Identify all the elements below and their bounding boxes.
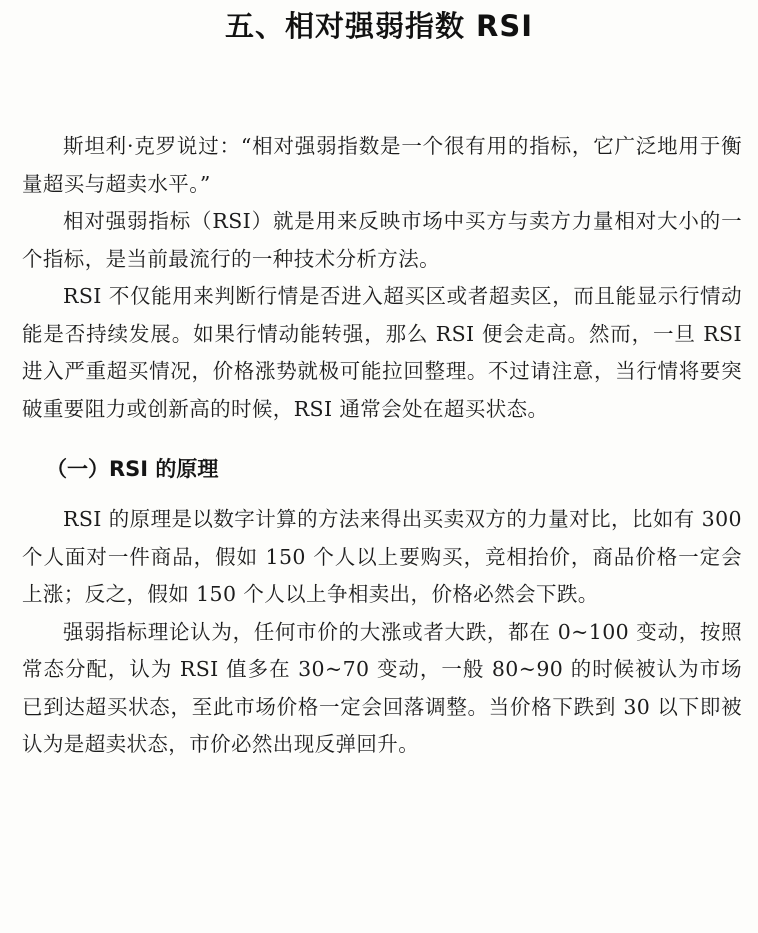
paragraph-quote: 斯坦利·克罗说过：“相对强弱指数是一个很有用的指标，它广泛地用于衡量超买与超卖水平。” — [22, 134, 742, 196]
section-heading: （一）RSI 的原理 — [46, 457, 219, 481]
page-title: 五、相对强弱指数 RSI — [224, 9, 534, 43]
paragraph-principle: RSI 的原理是以数字计算的方法来得出买卖双方的力量对比，比如有 300 个人面对一件商品，假如 150 个人以上要购买，竞相抬价，商品价格一定会上涨；反之，假如 150 个人以上争相卖出，价格必然会下跌。 — [22, 507, 742, 606]
paragraph-overbought: RSI 不仅能用来判断行情是否进入超买区或者超卖区，而且能显示行情动能是否持续发展。如果行情动能转强，那么 RSI 便会走高。然而，一旦 RSI 进入严重超买情况，价格涨势就极可能拉回整理。不过请注意，当行情将要突破重要阻力或创新高的时候，RSI 通常会处在超买状态。 — [22, 284, 742, 421]
paragraph-definition: 相对强弱指标（RSI）就是用来反映市场中买方与卖方力量相对大小的一个指标，是当前最流行的一种技术分析方法。 — [22, 209, 742, 271]
paragraph-theory: 强弱指标理论认为，任何市价的大涨或者大跌，都在 0~100 变动，按照常态分配，认为 RSI 值多在 30~70 变动，一般 80~90 的时候被认为市场已到达超买状态，至此市场价格一定会回落调整。当价格下跌到 30 以下即被认为是超卖状态，市价必然出现反弹回升。 — [22, 619, 742, 756]
body-text — [22, 128, 742, 764]
